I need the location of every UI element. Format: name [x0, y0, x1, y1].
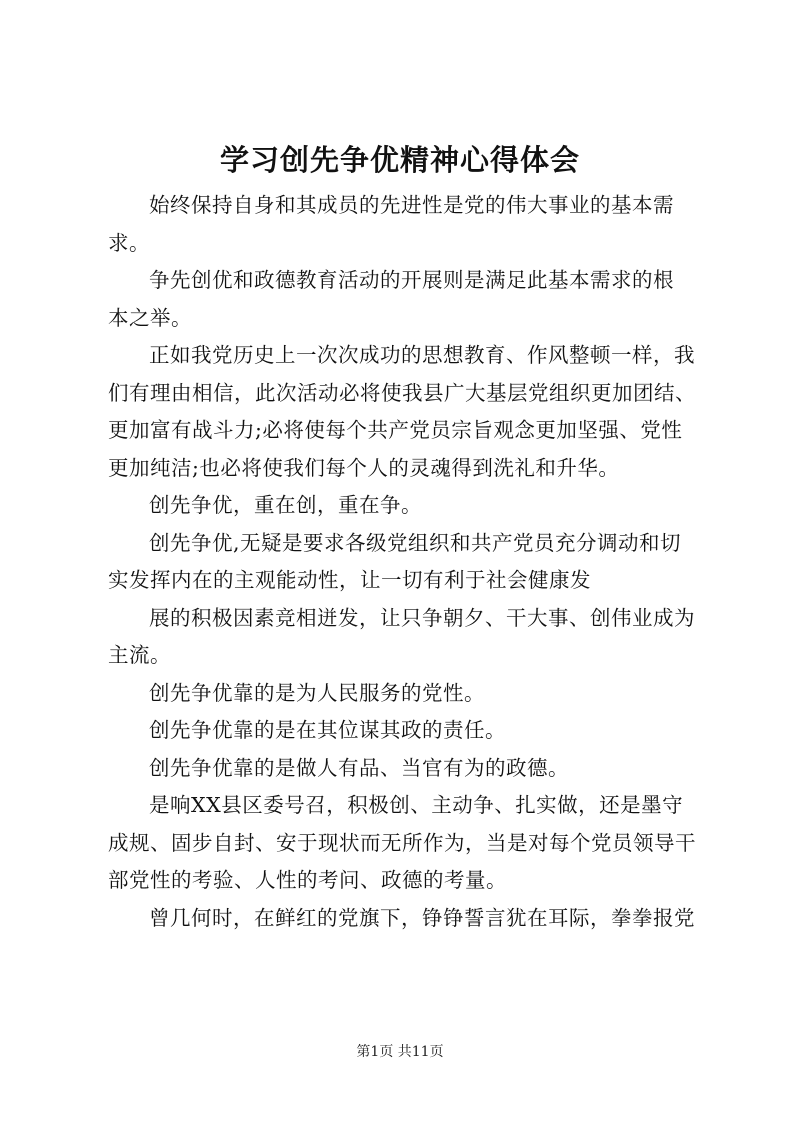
paragraph-line: 正如我党历史上一次次成功的思想教育、作风整顿一样，我 — [149, 343, 695, 367]
paragraph-line: 创先争优靠的是做人有品、当官有为的政德。 — [149, 755, 569, 780]
paragraph-line: 更加富有战斗力;必将使每个共产党员宗旨观念更加坚强、党性 — [108, 418, 683, 442]
body-paragraph — [108, 187, 708, 262]
paragraph-line: 实发挥内在的主观能动性，让一切有利于社会健康发 — [108, 568, 591, 592]
body-paragraph — [108, 337, 708, 487]
body-paragraph — [108, 675, 708, 713]
paragraph-line: 主流。 — [108, 643, 171, 667]
body-paragraph — [108, 525, 708, 600]
paragraph-line: 争先创优和政德教育活动的开展则是满足此基本需求的根 — [149, 268, 674, 292]
body-paragraph — [108, 900, 708, 938]
body-paragraph — [108, 487, 708, 525]
paragraph-line: 部党性的考验、人性的考问、政德的考量。 — [108, 868, 507, 892]
paragraph-line: 创先争优靠的是为人民服务的党性。 — [149, 680, 485, 705]
body-paragraph — [108, 712, 708, 750]
paragraph-line: 创先争优,无疑是要求各级党组织和共产党员充分调动和切 — [149, 530, 682, 555]
paragraph-line: 创先争优靠的是在其位谋其政的责任。 — [149, 718, 506, 742]
paragraph-line: 曾几何时，在鲜红的党旗下，铮铮誓言犹在耳际，拳拳报党 — [149, 905, 695, 930]
body-paragraph — [108, 600, 708, 675]
page-footer: 第1页 共11页 — [356, 1044, 444, 1060]
paragraph-line: 展的积极因素竞相迸发，让只争朝夕、干大事、创伟业成为 — [149, 605, 695, 630]
body-paragraph — [108, 787, 708, 900]
paragraph-line: 成规、固步自封、安于现状而无所作为，当是对每个党员领导干 — [108, 830, 696, 855]
document-body — [108, 187, 708, 937]
document-title: 学习创先争优精神心得体会 — [219, 143, 580, 177]
paragraph-line: 求。 — [108, 230, 150, 255]
paragraph-line: 始终保持自身和其成员的先进性是党的伟大事业的基本需 — [149, 193, 674, 217]
body-paragraph — [108, 750, 708, 788]
paragraph-line: 是响XX县区委号召，积极创、主动争、扎实做，还是墨守 — [149, 793, 684, 817]
body-paragraph — [108, 262, 708, 337]
paragraph-line: 创先争优，重在创，重在争。 — [149, 493, 422, 517]
paragraph-line: 更加纯洁;也必将使我们每个人的灵魂得到洗礼和升华。 — [108, 455, 620, 480]
paragraph-line: 本之举。 — [108, 305, 192, 330]
paragraph-line: 们有理由相信，此次活动必将使我县广大基层党组织更加团结、 — [108, 380, 696, 405]
